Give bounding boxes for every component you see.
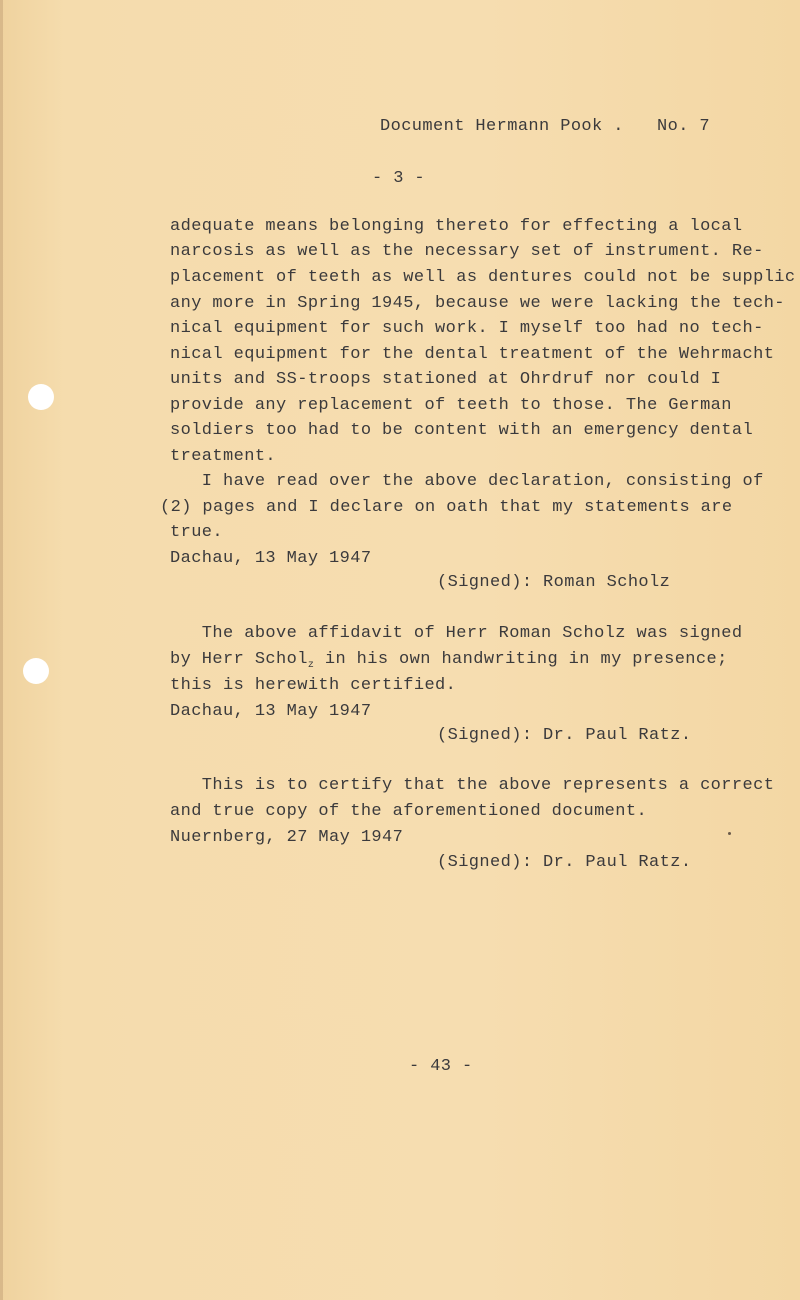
page-number: - 43 - [409,1057,473,1076]
certification-line-subscript: z [307,660,315,671]
certification-line [170,650,728,676]
copy-certification-place-date: Nuernberg, 27 May 1947 [170,828,404,847]
document-number: No. 7 [657,117,711,136]
copy-certification-line: This is to certify that the above represents a correct [170,776,775,795]
body-line: soldiers too had to be content with an emergency dental [170,421,754,440]
certification-signature: (Signed): Dr. Paul Ratz. [437,726,692,745]
body-line: true. [170,523,224,542]
body-line: units and SS-troops stationed at Ohrdruf nor could I [170,370,722,389]
document-reference: Document Hermann Pook . [380,117,624,136]
certification-line: this is herewith certified. [170,676,457,695]
page-edge [0,0,3,1300]
body-line: placement of teeth as well as dentures could not be supplic [170,268,796,287]
declaration-signature: (Signed): Roman Scholz [437,573,671,592]
declaration-place-date: Dachau, 13 May 1947 [170,549,372,568]
body-line: nical equipment for the dental treatment of the Wehrmacht [170,345,775,364]
certification-line-prefix: by Herr Schol [170,650,308,669]
punch-hole-top [28,384,54,410]
body-line: treatment. [170,447,277,466]
body-line: any more in Spring 1945, because we were lacking the tech- [170,294,785,313]
body-line: narcosis as well as the necessary set of instrument. Re- [170,242,764,261]
body-line: adequate means belonging thereto for effecting a local [170,217,743,236]
copy-certification-signature: (Signed): Dr. Paul Ratz. [437,853,692,872]
copy-certification-line: and true copy of the aforementioned document. [170,802,648,821]
certification-line: The above affidavit of Herr Roman Scholz was signed [170,624,743,643]
ink-speck [728,832,731,835]
body-line: (2) pages and I declare on oath that my statements are [160,498,733,517]
body-line: nical equipment for such work. I myself too had no tech- [170,319,764,338]
certification-line-suffix: in his own handwriting in my presence; [314,650,728,669]
body-line: I have read over the above declaration, consisting of [170,472,764,491]
certification-place-date: Dachau, 13 May 1947 [170,702,372,721]
page-marker: - 3 - [372,169,426,188]
body-line: provide any replacement of teeth to those. The German [170,396,732,415]
punch-hole-bottom [23,658,49,684]
